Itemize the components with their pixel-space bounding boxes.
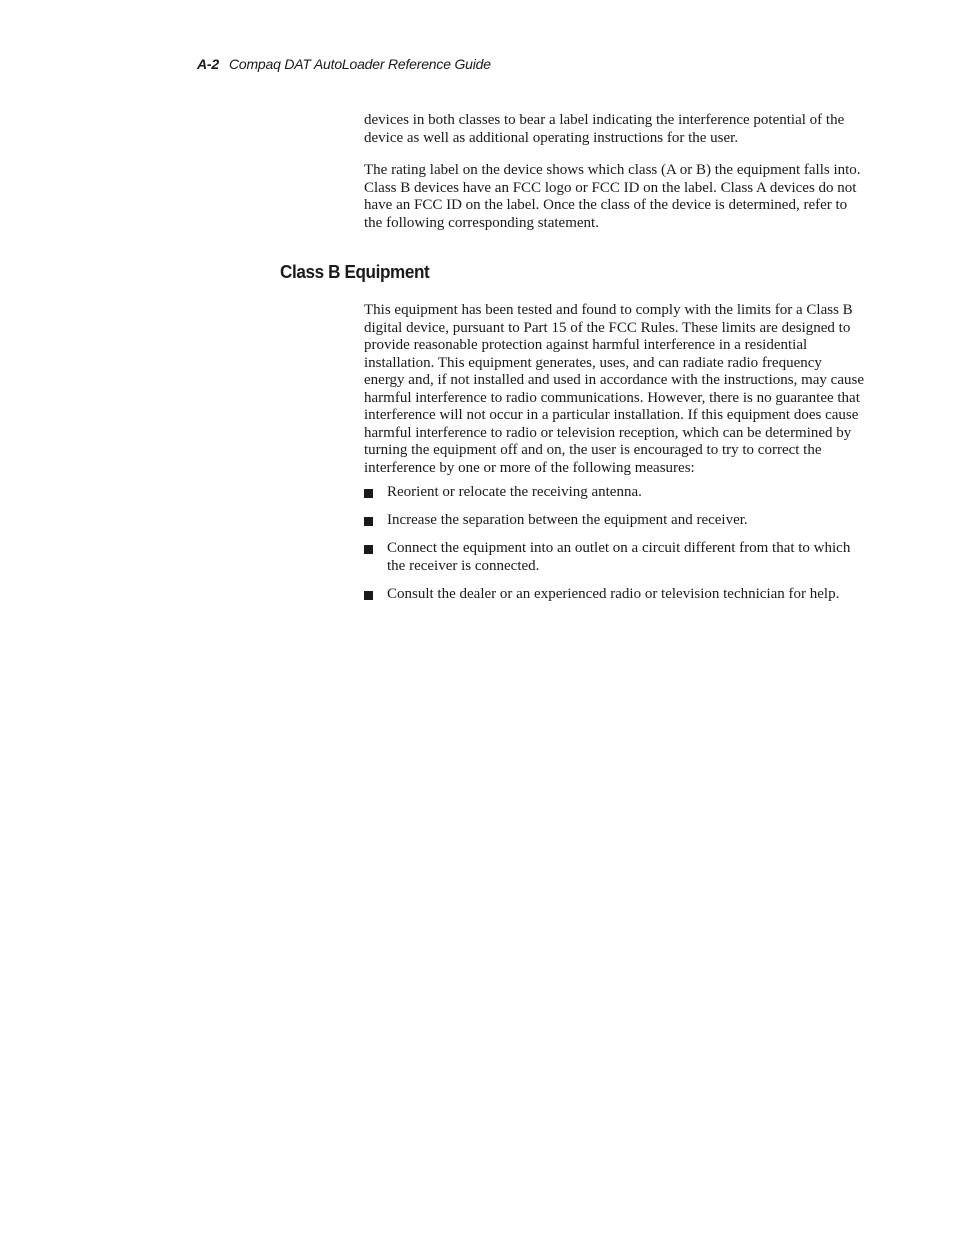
class-b-paragraph: This equipment has been tested and found to comply with the limits for a Class B digital device, pursuant to Part 15 of the FCC Rules. These limits are designed to provide reasonable protection against harmful interference in a residential installation. This equipment generates, uses, and can radiate radio frequency energy and, if not installed and used in accordance with the instructions, may cause harmful interference to radio communications. However, there is no guarantee that interference will not occur in a particular installation. If this equipment does cause harmful interference to radio or television reception, which can be determined by turning the equipment off and on, the user is encouraged to try to correct the interference by one or more of the following measures:	[364, 302, 864, 476]
page-number: A-2	[197, 56, 219, 72]
list-item	[364, 540, 864, 575]
list-item	[364, 484, 864, 502]
list-item	[364, 512, 864, 530]
list-item-text: Reorient or relocate the receiving antenna.	[387, 484, 642, 500]
list-item-text: Connect the equipment into an outlet on a circuit different from that to which the receiver is connected.	[387, 540, 851, 574]
square-bullet-icon	[364, 591, 373, 600]
list-item-text: Increase the separation between the equipment and receiver.	[387, 512, 748, 528]
running-header	[197, 56, 491, 72]
class-b-section	[364, 302, 864, 614]
square-bullet-icon	[364, 545, 373, 554]
book-title: Compaq DAT AutoLoader Reference Guide	[228, 56, 491, 72]
measures-list	[364, 484, 864, 603]
square-bullet-icon	[364, 489, 373, 498]
intro-paragraph: devices in both classes to bear a label indicating the interference potential of the device as well as additional operating instructions for the user.	[364, 112, 845, 146]
square-bullet-icon	[364, 517, 373, 526]
intro-section	[364, 112, 864, 232]
intro-paragraph: The rating label on the device shows which class (A or B) the equipment falls into. Class B devices have an FCC logo or FCC ID on the label. Class A devices do not have an FCC ID on the label. Once the class of the device is determined, refer to the following corresponding statement.	[364, 162, 861, 231]
list-item	[364, 586, 864, 604]
section-heading: Class B Equipment	[280, 262, 430, 282]
list-item-text: Consult the dealer or an experienced radio or television technician for help.	[387, 585, 840, 602]
